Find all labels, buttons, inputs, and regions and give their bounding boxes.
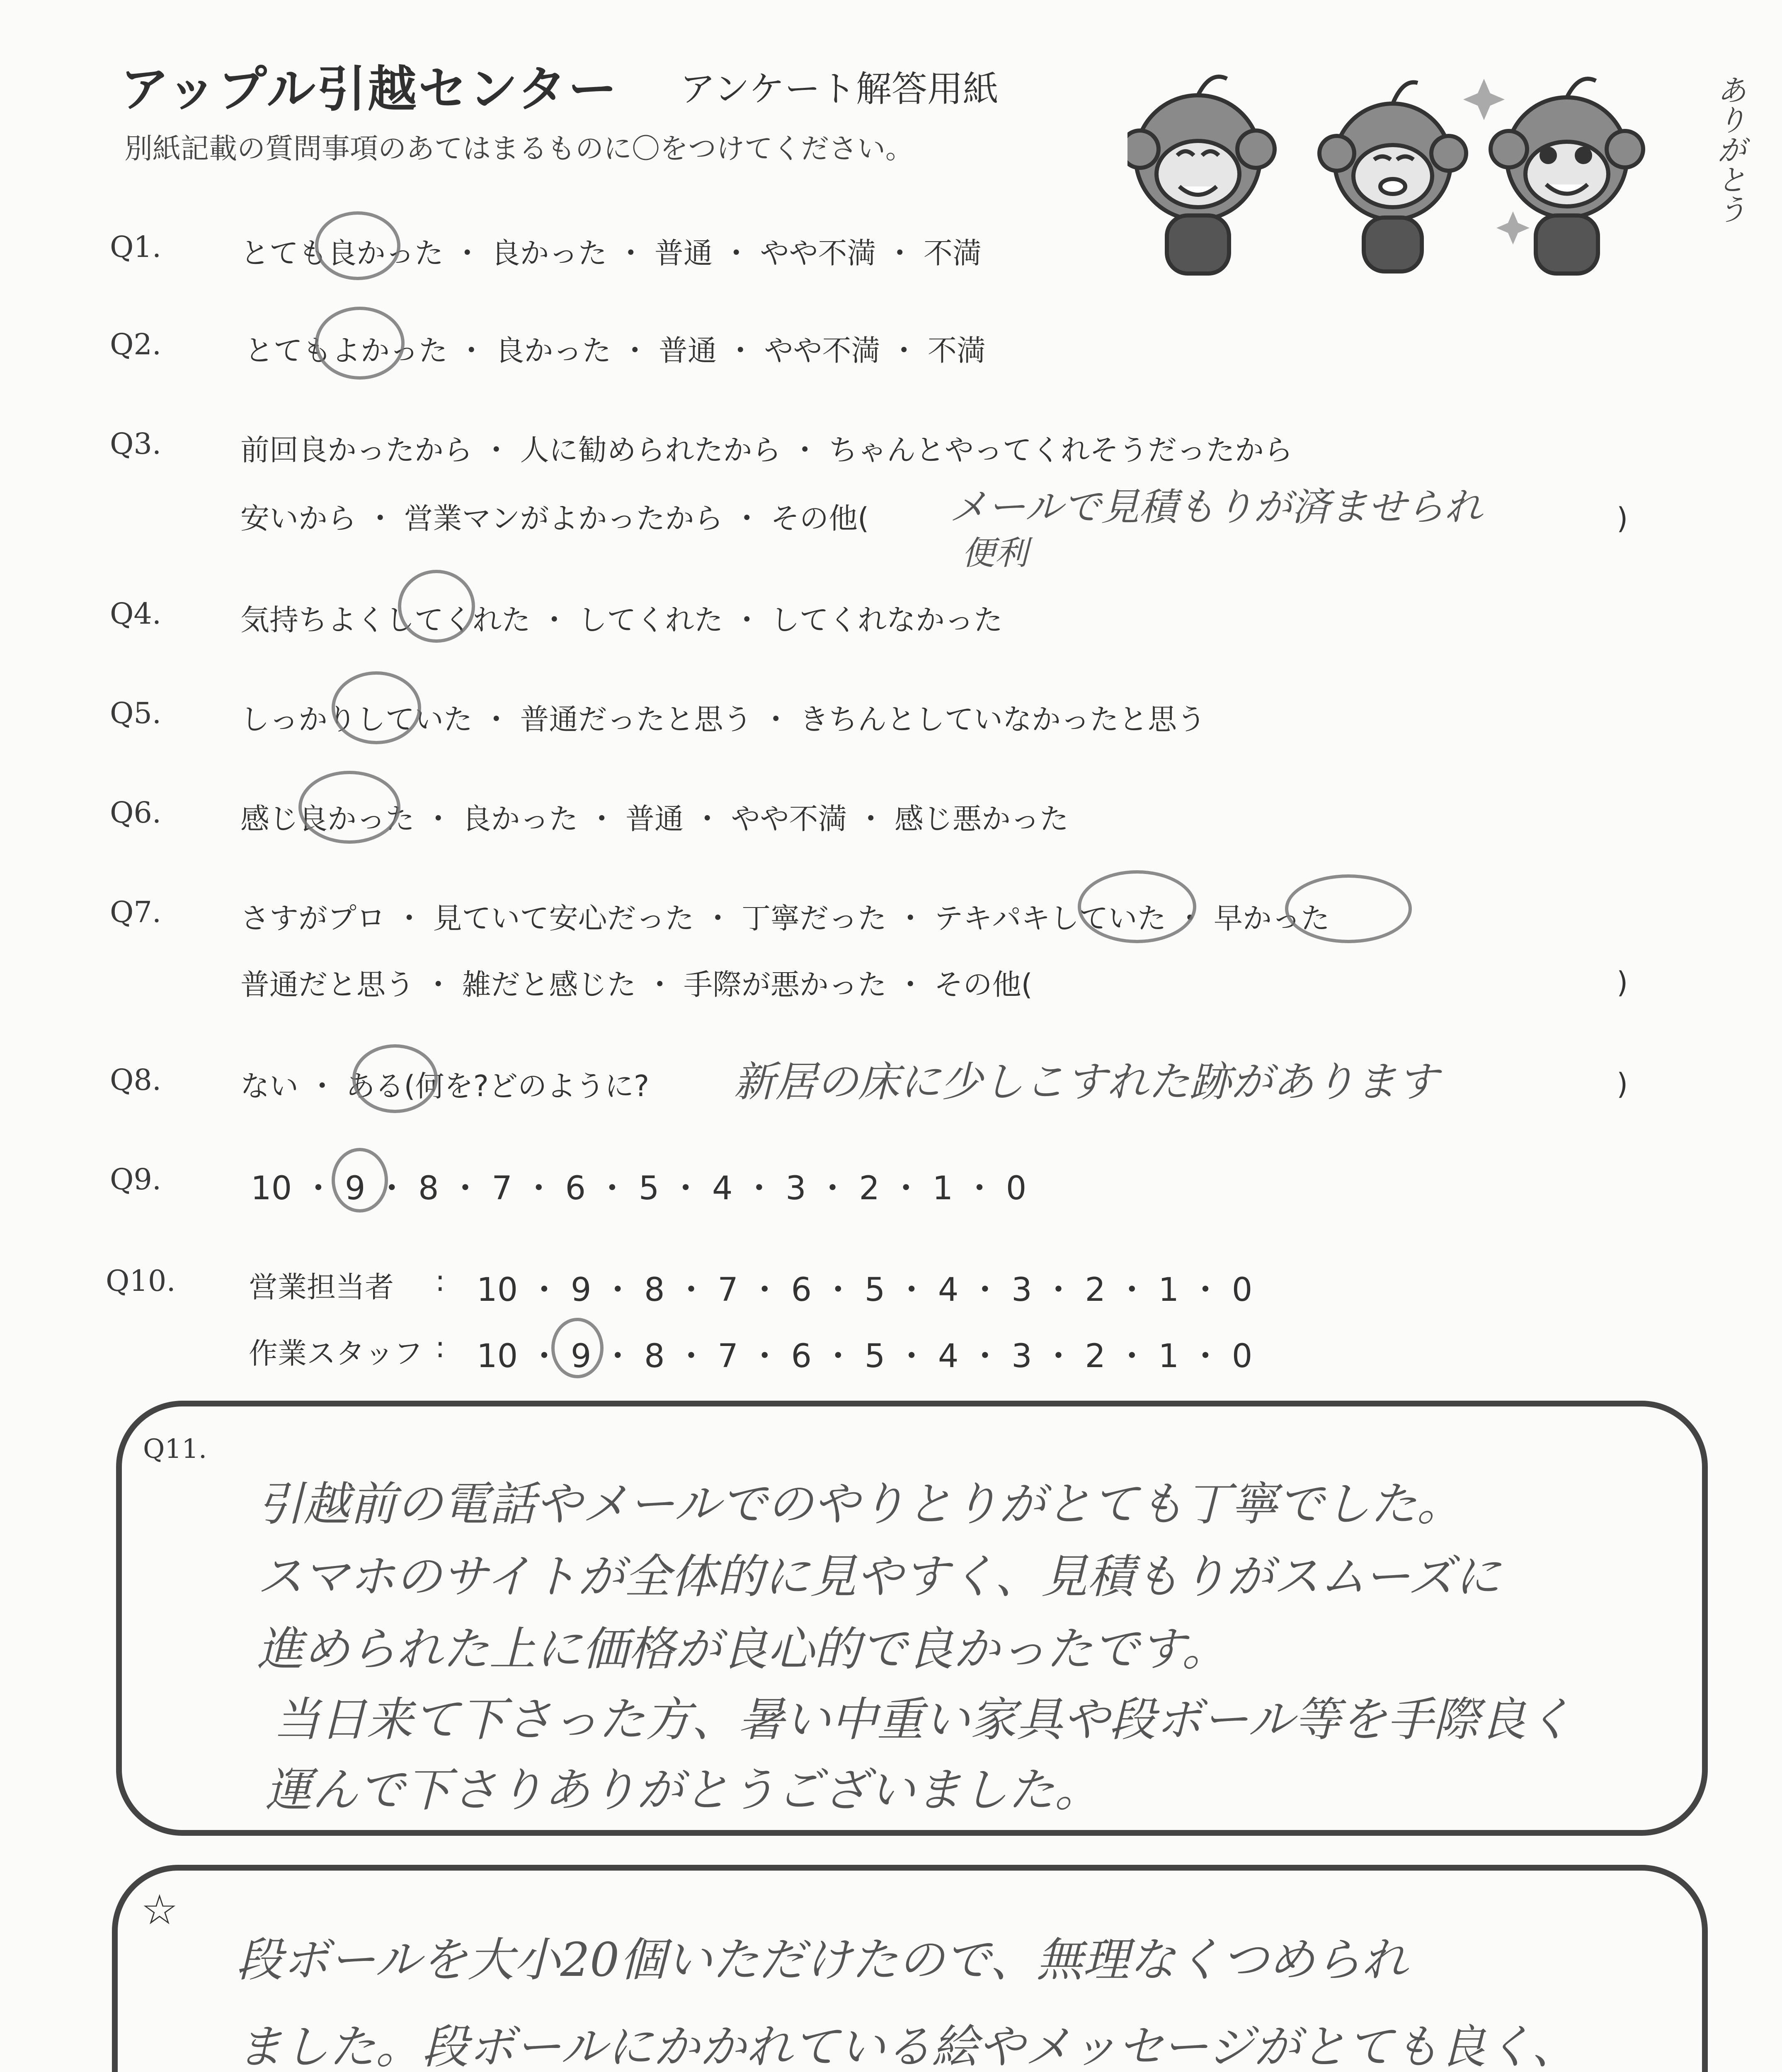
q5-options: しっかりしていた ・ 普通だったと思う ・ きちんとしていなかったと思う	[240, 702, 1206, 736]
q7-answer-circle-1	[1078, 870, 1196, 943]
q8-label: Q8.	[110, 1063, 162, 1097]
q1-options: とても良かった ・ 良かった ・ 普通 ・ やや不満 ・ 不満	[240, 236, 982, 270]
q4-answer-circle	[398, 570, 475, 643]
star-line-2: ました。段ボールにかかれている絵やメッセージがとても良く、	[236, 2020, 1578, 2072]
q11-line-3: 進められた上に価格が良心的で良かったです。	[257, 1622, 1229, 1676]
q9-scale: 10 ・ 9 ・ 8 ・ 7 ・ 6 ・ 5 ・ 4 ・ 3 ・ 2 ・ 1 ・ 0	[251, 1170, 1027, 1207]
q2-label: Q2.	[110, 327, 162, 361]
survey-subtitle: アンケート解答用紙	[680, 68, 999, 110]
q3-options-line2: 安いから ・ 営業マンがよかったから ・ その他(	[240, 501, 869, 535]
q3-other-answer-2: 便利	[962, 534, 1028, 572]
q10-sales-label: 営業担当者	[249, 1270, 394, 1304]
q7-options-line1: さすがプロ ・ 見ていて安心だった ・ 丁寧だった ・ テキパキしていた ・ 早かった	[240, 901, 1330, 935]
q8-answer-circle	[352, 1044, 438, 1113]
q7-answer-circle-2	[1285, 874, 1412, 943]
q10-label: Q10.	[106, 1264, 176, 1298]
q2-options: とてもよかった ・ 良かった ・ 普通 ・ やや不満 ・ 不満	[245, 334, 986, 368]
q11-line-5: 運んで下さりありがとうございました。	[265, 1763, 1101, 1817]
q10-staff-scale: 10 ・ 9 ・ 8 ・ 7 ・ 6 ・ 5 ・ 4 ・ 3 ・ 2 ・ 1 ・ 0	[477, 1338, 1253, 1375]
q8-answer: 新居の床に少しこすれた跡があります	[734, 1058, 1438, 1106]
survey-title: アップル引越センター	[120, 61, 619, 118]
q1-label: Q1.	[110, 230, 162, 264]
q11-line-2: スマホのサイトが全体的に見やすく、見積もりがスムーズに	[257, 1550, 1501, 1604]
q8-options: ない ・ ある(何を?どのように?	[240, 1069, 650, 1103]
q2-answer-circle	[315, 307, 405, 380]
q4-options: 気持ちよくしてくれた ・ してくれた ・ してくれなかった	[240, 603, 1003, 637]
q11-label: Q11.	[143, 1434, 207, 1464]
q7-label: Q7.	[110, 895, 162, 929]
q11-line-1: 引越前の電話やメールでのやりとりがとても丁寧でした。	[257, 1477, 1463, 1531]
q1-answer-circle	[315, 211, 400, 280]
q11-line-4: 当日来て下さった方、暑い中重い家具や段ボール等を手際良く	[274, 1693, 1573, 1747]
star-line-1: 段ボールを大小20個いただけたので、無理なくつめられ	[236, 1933, 1408, 1987]
q8-close-paren: )	[1617, 1067, 1628, 1101]
q4-label: Q4.	[110, 597, 162, 631]
q10-staff-colon: :	[435, 1330, 445, 1364]
q3-label: Q3.	[110, 427, 162, 461]
q3-other-answer: メールで見積もりが済ませられ	[949, 485, 1483, 529]
q10-staff-answer-circle	[551, 1318, 604, 1378]
q7-options-line2: 普通だと思う ・ 雑だと感じた ・ 手際が悪かった ・ その他(	[240, 968, 1033, 1002]
q9-answer-circle	[332, 1148, 388, 1213]
q9-label: Q9.	[110, 1162, 162, 1196]
q10-sales-scale: 10 ・ 9 ・ 8 ・ 7 ・ 6 ・ 5 ・ 4 ・ 3 ・ 2 ・ 1 ・ 0	[477, 1271, 1253, 1309]
q3-close-paren: )	[1617, 501, 1628, 535]
q6-label: Q6.	[110, 796, 162, 830]
q10-staff-label: 作業スタッフ	[249, 1336, 423, 1370]
mascot-caption: ありがとう	[1712, 75, 1747, 224]
mascot-illustration	[1127, 54, 1691, 286]
instruction-text: 別紙記載の質問事項のあてはまるものに〇をつけてください。	[124, 133, 914, 165]
q5-label: Q5.	[110, 696, 162, 730]
q6-answer-circle	[298, 771, 400, 844]
q7-close-paren: )	[1617, 966, 1628, 1000]
q6-options: 感じ良かった ・ 良かった ・ 普通 ・ やや不満 ・ 感じ悪かった	[240, 802, 1069, 836]
q3-options-line1: 前回良かったから ・ 人に勧められたから ・ ちゃんとやってくれそうだったから	[240, 433, 1293, 467]
q10-sales-colon: :	[435, 1264, 445, 1298]
star-label: ☆	[141, 1886, 178, 1934]
q5-answer-circle	[332, 671, 421, 744]
